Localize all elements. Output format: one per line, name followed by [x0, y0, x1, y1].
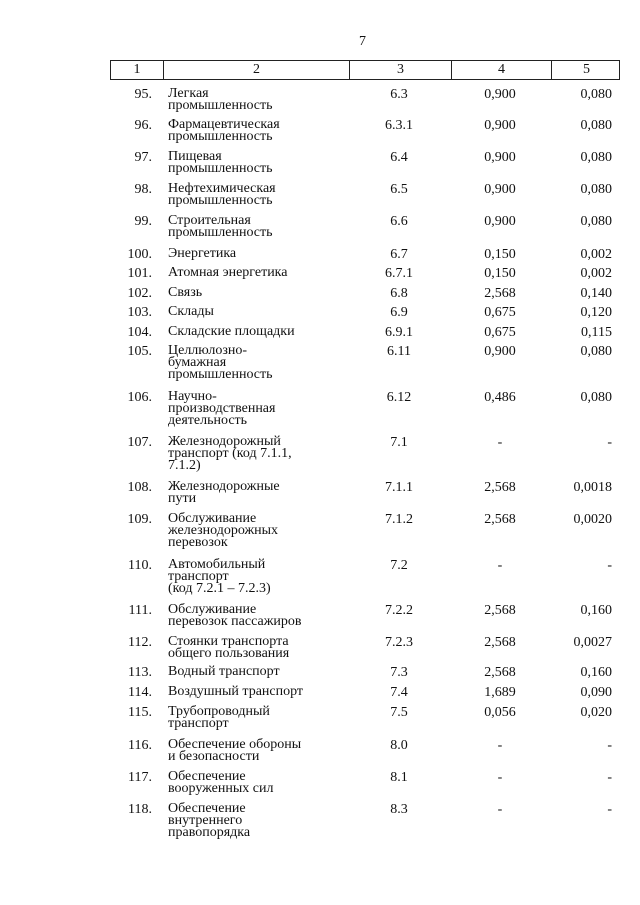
row-code: 7.1.2 [385, 512, 413, 527]
row-code: 7.3 [390, 665, 408, 680]
row-number: 114. [128, 685, 152, 700]
row-number: 109. [127, 512, 152, 527]
row-name: Обеспечение внутреннего правопорядка [168, 801, 251, 840]
row-number: 100. [127, 247, 152, 262]
table-row [110, 739, 620, 763]
row-number: 116. [128, 738, 152, 753]
table-row [110, 636, 620, 660]
table-row [110, 436, 620, 472]
row-number: 101. [127, 266, 152, 281]
row-number: 102. [127, 286, 152, 301]
row-value-5: - [607, 738, 612, 753]
row-name: Стоянки транспорта общего пользования [168, 634, 290, 661]
row-value-4: 0,150 [484, 247, 516, 262]
row-value-5: 0,002 [580, 247, 612, 262]
row-value-5: 0,140 [580, 286, 612, 301]
row-value-4: 0,900 [484, 214, 516, 229]
row-value-4: 0,675 [484, 305, 516, 320]
row-code: 8.0 [390, 738, 408, 753]
row-code: 6.9.1 [385, 325, 413, 340]
table-row [110, 391, 620, 427]
row-number: 117. [128, 770, 152, 785]
row-name: Складские площадки [168, 324, 295, 339]
row-name: Водный транспорт [168, 664, 280, 679]
row-name: Легкая промышленность [168, 86, 273, 113]
row-value-5: 0,090 [580, 685, 612, 700]
row-code: 6.7.1 [385, 266, 413, 281]
row-number: 106. [127, 390, 152, 405]
row-name: Обеспечение обороны и безопасности [168, 737, 302, 764]
row-value-5: 0,080 [580, 214, 612, 229]
row-name: Воздушный транспорт [168, 684, 304, 699]
table-row [110, 248, 620, 261]
row-value-4: 0,900 [484, 118, 516, 133]
table-row [110, 306, 620, 319]
row-name: Обслуживание железнодорожных перевозок [168, 511, 279, 550]
row-value-5: 0,020 [580, 705, 612, 720]
row-number: 111. [128, 603, 152, 618]
row-number: 105. [127, 344, 152, 359]
page-number: 7 [359, 34, 366, 49]
row-code: 6.5 [390, 182, 408, 197]
row-value-4: 0,056 [484, 705, 516, 720]
row-name: Пищевая промышленность [168, 149, 273, 176]
row-value-4: - [497, 738, 503, 753]
row-value-5: 0,080 [580, 182, 612, 197]
row-value-5: - [607, 558, 612, 573]
row-name: Строительная промышленность [168, 213, 273, 240]
row-code: 6.12 [386, 390, 412, 405]
table-row [110, 326, 620, 339]
row-code: 6.8 [390, 286, 408, 301]
row-value-5: 0,115 [581, 325, 612, 340]
row-code: 7.1 [390, 435, 408, 450]
table-row [110, 771, 620, 795]
row-value-5: 0,002 [580, 266, 612, 281]
row-value-4: - [497, 802, 503, 817]
row-value-5: 0,120 [580, 305, 612, 320]
row-value-4: 2,568 [484, 480, 516, 495]
table-row [110, 287, 620, 300]
row-number: 97. [134, 150, 152, 165]
column-header-1: 1 [133, 62, 141, 77]
row-value-5: 0,080 [580, 118, 612, 133]
row-value-4: - [497, 558, 503, 573]
row-code: 6.7 [390, 247, 408, 262]
row-number: 98. [134, 182, 152, 197]
row-code: 7.4 [390, 685, 408, 700]
row-name: Обеспечение вооруженных сил [168, 769, 274, 796]
row-value-5: 0,160 [580, 665, 612, 680]
row-code: 6.4 [390, 150, 408, 165]
row-name: Научно- производственная деятельность [168, 389, 276, 428]
row-value-5: - [607, 770, 612, 785]
row-code: 7.5 [390, 705, 408, 720]
row-number: 112. [128, 635, 152, 650]
row-number: 99. [134, 214, 152, 229]
table-row [110, 215, 620, 239]
column-header-5: 5 [551, 61, 621, 79]
row-value-5: 0,160 [580, 603, 612, 618]
row-code: 6.3.1 [385, 118, 413, 133]
row-name: Железнодорожный транспорт (код 7.1.1, 7.1.2) [168, 434, 292, 473]
row-value-4: 2,568 [484, 635, 516, 650]
row-value-5: 0,080 [580, 344, 612, 359]
row-name: Энергетика [168, 246, 237, 261]
row-number: 113. [128, 665, 152, 680]
row-code: 6.11 [387, 344, 411, 359]
row-value-5: 0,0018 [573, 480, 612, 495]
data-table [110, 60, 620, 840]
row-code: 7.1.1 [385, 480, 413, 495]
row-name: Обслуживание перевозок пассажиров [168, 602, 302, 629]
row-value-4: 2,568 [484, 665, 516, 680]
row-name: Трубопроводный транспорт [168, 704, 270, 731]
table-row [110, 559, 620, 595]
row-number: 110. [128, 558, 152, 573]
table-row [110, 706, 620, 730]
column-header-2: 2 [163, 61, 349, 79]
row-number: 115. [128, 705, 152, 720]
row-value-4: 0,486 [484, 390, 516, 405]
row-value-5: 0,080 [580, 87, 612, 102]
row-name: Автомобильный транспорт (код 7.2.1 – 7.2.3) [168, 557, 271, 596]
row-value-4: 1,689 [484, 685, 516, 700]
row-name: Целлюлозно- бумажная промышленность [168, 343, 273, 382]
row-value-5: 0,0027 [573, 635, 612, 650]
row-code: 7.2 [390, 558, 408, 573]
row-code: 6.3 [390, 87, 408, 102]
row-number: 96. [134, 118, 152, 133]
row-value-4: 0,150 [484, 266, 516, 281]
row-value-5: - [607, 802, 612, 817]
row-code: 6.9 [390, 305, 408, 320]
row-value-4: 0,675 [484, 325, 516, 340]
table-header-row [110, 60, 620, 80]
table-row [110, 686, 620, 699]
row-value-5: 0,080 [580, 150, 612, 165]
table-row [110, 604, 620, 628]
row-name: Склады [168, 304, 214, 319]
column-header-4: 4 [451, 61, 551, 79]
row-code: 6.6 [390, 214, 408, 229]
row-value-4: - [497, 770, 503, 785]
table-row [110, 481, 620, 505]
row-value-5: - [607, 435, 612, 450]
row-value-4: 2,568 [484, 286, 516, 301]
row-name: Атомная энергетика [168, 265, 288, 280]
table-row [110, 666, 620, 679]
row-code: 8.3 [390, 802, 408, 817]
row-value-4: - [497, 435, 503, 450]
table-row [110, 267, 620, 280]
table-row [110, 345, 620, 381]
row-code: 8.1 [390, 770, 408, 785]
row-value-4: 0,900 [484, 344, 516, 359]
row-code: 7.2.2 [385, 603, 413, 618]
row-name: Нефтехимическая промышленность [168, 181, 276, 208]
table-row [110, 183, 620, 207]
row-code: 7.2.3 [385, 635, 413, 650]
table-row [110, 803, 620, 839]
row-value-4: 0,900 [484, 182, 516, 197]
row-number: 104. [127, 325, 152, 340]
row-number: 95. [134, 87, 152, 102]
row-name: Железнодорожные пути [168, 479, 280, 506]
row-name: Фармацевтическая промышленность [168, 117, 280, 144]
table-row [110, 88, 620, 112]
row-value-5: 0,0020 [573, 512, 612, 527]
row-value-4: 0,900 [484, 150, 516, 165]
row-number: 103. [127, 305, 152, 320]
row-value-5: 0,080 [580, 390, 612, 405]
column-header-3: 3 [349, 61, 451, 79]
row-name: Связь [168, 285, 203, 300]
table-row [110, 513, 620, 549]
row-number: 118. [128, 802, 152, 817]
table-row [110, 151, 620, 175]
table-row [110, 119, 620, 143]
row-value-4: 0,900 [484, 87, 516, 102]
row-number: 108. [127, 480, 152, 495]
row-value-4: 2,568 [484, 603, 516, 618]
row-number: 107. [127, 435, 152, 450]
row-value-4: 2,568 [484, 512, 516, 527]
